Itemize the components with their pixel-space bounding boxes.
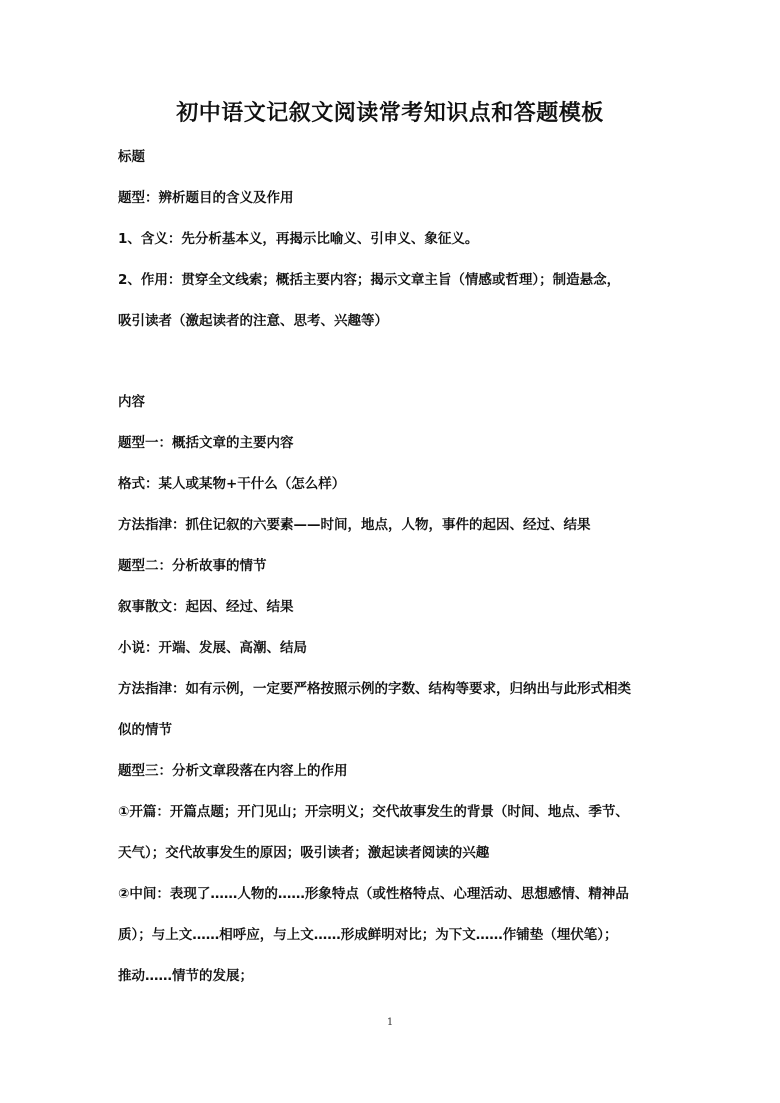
paragraph-line: ①开篇：开篇点题；开门见山；开宗明义；交代故事发生的背景（时间、地点、季节、 xyxy=(118,804,629,820)
section-heading-title: 标题 xyxy=(118,149,145,165)
paragraph-line: 格式：某人或某物+干什么（怎么样） xyxy=(118,476,346,492)
section-heading-content: 内容 xyxy=(118,394,145,410)
paragraph-line: 1、含义：先分析基本义，再揭示比喻义、引申义、象征义。 xyxy=(118,231,479,247)
paragraph-line: 2、作用：贯穿全文线索；概括主要内容；揭示文章主旨（情感或哲理）；制造悬念， xyxy=(118,272,621,288)
paragraph-line: 天气）；交代故事发生的原因；吸引读者；激起读者阅读的兴趣 xyxy=(118,845,490,861)
document-title: 初中语文记叙文阅读常考知识点和答题模板 xyxy=(176,101,604,126)
paragraph-line: 题型二：分析故事的情节 xyxy=(118,558,267,574)
paragraph-line: 推动……情节的发展； xyxy=(118,968,253,984)
paragraph-line: 方法指津：如有示例，一定要严格按照示例的字数、结构等要求，归纳出与此形式相类 xyxy=(118,681,631,697)
paragraph-line: 题型三：分析文章段落在内容上的作用 xyxy=(118,763,348,779)
paragraph-line: 题型：辨析题目的含义及作用 xyxy=(118,190,294,206)
paragraph-line: 似的情节 xyxy=(118,722,172,738)
paragraph-line: 质）；与上文……相呼应，与上文……形成鲜明对比；为下文……作铺垫（埋伏笔）； xyxy=(118,927,618,943)
paragraph-line: 方法指津：抓住记叙的六要素——时间，地点，人物，事件的起因、经过、结果 xyxy=(118,517,591,533)
page-number: 1 xyxy=(386,1017,394,1028)
paragraph-line: ②中间：表现了……人物的……形象特点（或性格特点、心理活动、思想感情、精神品 xyxy=(118,886,629,902)
paragraph-line: 吸引读者（激起读者的注意、思考、兴趣等） xyxy=(118,313,388,329)
paragraph-line: 叙事散文：起因、经过、结果 xyxy=(118,599,294,615)
paragraph-line: 题型一：概括文章的主要内容 xyxy=(118,435,294,451)
paragraph-line: 小说：开端、发展、高潮、结局 xyxy=(118,640,307,656)
